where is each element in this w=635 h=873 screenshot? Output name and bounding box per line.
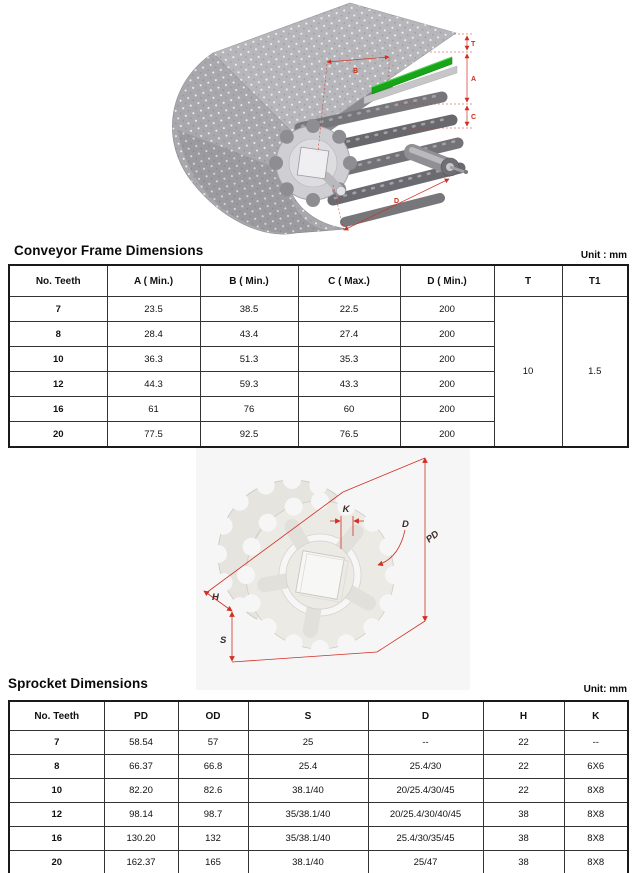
table-cell: 59.3 (200, 372, 298, 397)
table-cell: -- (368, 731, 483, 755)
table-header-row (9, 701, 628, 731)
table-cell: 35.3 (298, 347, 400, 372)
dim-label-a: A (471, 76, 477, 83)
column-header: D (368, 701, 483, 731)
table-cell: 200 (400, 297, 494, 322)
table-cell: 23.5 (107, 297, 200, 322)
table-cell: 22.5 (298, 297, 400, 322)
table-cell: 20/25.4/30/40/45 (368, 803, 483, 827)
dim-label-k: K (342, 504, 350, 515)
table-cell: 36.3 (107, 347, 200, 372)
table-cell: 132 (178, 827, 248, 851)
table-cell: 25.4/30/35/45 (368, 827, 483, 851)
table-cell: 8X8 (564, 779, 628, 803)
table-cell: -- (564, 731, 628, 755)
dim-label-c: C (471, 114, 477, 121)
column-header: T (494, 265, 562, 297)
table-cell: 61 (107, 397, 200, 422)
column-header: PD (104, 701, 178, 731)
table-cell: 25.4/30 (368, 755, 483, 779)
table-cell: 8X8 (564, 827, 628, 851)
conveyor-section-title: Conveyor Frame Dimensions (14, 243, 204, 258)
dim-label-d2: D (402, 519, 409, 530)
table-cell: 98.14 (104, 803, 178, 827)
sprocket-section-title: Sprocket Dimensions (8, 676, 148, 691)
dim-label-d: D (394, 198, 400, 205)
dim-label-t: T (471, 41, 476, 48)
table-cell: 76 (200, 397, 298, 422)
table-cell: 57 (178, 731, 248, 755)
conveyor-unit-label: Unit : mm (580, 250, 627, 261)
table-row (9, 851, 628, 873)
table-cell: 165 (178, 851, 248, 873)
table-cell: 35/38.1/40 (248, 827, 368, 851)
table-cell: 130.20 (104, 827, 178, 851)
column-header: D ( Min.) (400, 265, 494, 297)
table-cell: 20/25.4/30/45 (368, 779, 483, 803)
table-cell: 200 (400, 347, 494, 372)
table-header-row (9, 265, 628, 297)
column-header: B ( Min.) (200, 265, 298, 297)
table-cell: 200 (400, 422, 494, 448)
column-header: No. Teeth (9, 265, 107, 297)
table-row (9, 731, 628, 755)
table-cell: 38 (483, 851, 564, 873)
table-cell: 51.3 (200, 347, 298, 372)
conveyor-belt-illustration (0, 0, 635, 245)
sprocket-dimensions-table (8, 700, 629, 873)
table-cell: 25 (248, 731, 368, 755)
table-cell: 7 (9, 731, 104, 755)
table-cell: 200 (400, 372, 494, 397)
table-cell: 25.4 (248, 755, 368, 779)
drive-sprocket (269, 119, 357, 207)
table-cell: 8X8 (564, 851, 628, 873)
table-cell: 76.5 (298, 422, 400, 448)
table-cell: 8X8 (564, 803, 628, 827)
dim-label-s: S (220, 635, 227, 646)
table-row (9, 755, 628, 779)
table-cell: 27.4 (298, 322, 400, 347)
table-cell: 16 (9, 827, 104, 851)
table-cell: 20 (9, 422, 107, 448)
table-row (9, 827, 628, 851)
table-cell-merged-t: 10 (494, 297, 562, 448)
table-cell: 77.5 (107, 422, 200, 448)
table-cell: 43.3 (298, 372, 400, 397)
table-cell: 66.8 (178, 755, 248, 779)
table-cell: 38.5 (200, 297, 298, 322)
table-cell: 82.6 (178, 779, 248, 803)
sprocket-front-ring (237, 492, 403, 658)
column-header: A ( Min.) (107, 265, 200, 297)
table-row (9, 803, 628, 827)
sprocket-illustration (196, 448, 470, 690)
table-cell: 38 (483, 803, 564, 827)
table-cell: 200 (400, 322, 494, 347)
table-cell: 35/38.1/40 (248, 803, 368, 827)
table-cell: 162.37 (104, 851, 178, 873)
table-cell: 12 (9, 803, 104, 827)
table-cell: 44.3 (107, 372, 200, 397)
table-row (9, 779, 628, 803)
column-header: OD (178, 701, 248, 731)
column-header: C ( Max.) (298, 265, 400, 297)
column-header: No. Teeth (9, 701, 104, 731)
table-cell: 38.1/40 (248, 779, 368, 803)
table-cell: 38.1/40 (248, 851, 368, 873)
column-header: H (483, 701, 564, 731)
table-cell: 25/47 (368, 851, 483, 873)
table-cell: 10 (9, 347, 107, 372)
table-cell: 43.4 (200, 322, 298, 347)
conveyor-dimensions-table (8, 264, 629, 448)
table-cell: 22 (483, 755, 564, 779)
table-cell: 10 (9, 779, 104, 803)
dim-label-b: B (353, 68, 359, 75)
table-cell: 66.37 (104, 755, 178, 779)
table-cell: 12 (9, 372, 107, 397)
column-header: K (564, 701, 628, 731)
column-header: T1 (562, 265, 628, 297)
table-cell: 58.54 (104, 731, 178, 755)
column-header: S (248, 701, 368, 731)
table-cell: 8 (9, 755, 104, 779)
table-cell: 16 (9, 397, 107, 422)
table-cell: 22 (483, 731, 564, 755)
table-cell: 28.4 (107, 322, 200, 347)
table-cell: 7 (9, 297, 107, 322)
table-cell-merged-t1: 1.5 (562, 297, 628, 448)
table-cell: 92.5 (200, 422, 298, 448)
table-cell: 60 (298, 397, 400, 422)
table-cell: 6X6 (564, 755, 628, 779)
table-row (9, 297, 628, 322)
dim-label-h: H (212, 592, 219, 603)
table-cell: 98.7 (178, 803, 248, 827)
table-cell: 22 (483, 779, 564, 803)
table-cell: 20 (9, 851, 104, 873)
sprocket-unit-label: Unit: mm (583, 684, 627, 695)
table-cell: 38 (483, 827, 564, 851)
dim-label-pd: PD (424, 528, 442, 546)
table-cell: 200 (400, 397, 494, 422)
table-cell: 8 (9, 322, 107, 347)
table-cell: 82.20 (104, 779, 178, 803)
